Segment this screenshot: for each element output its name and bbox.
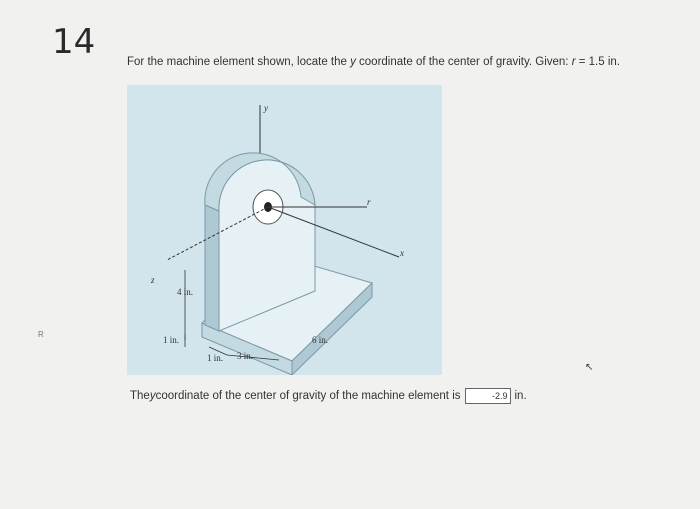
margin-mark: R: [38, 330, 44, 339]
question-number: 14: [52, 22, 96, 62]
answer-text-2: coordinate of the center of gravity of the machine element is: [155, 390, 461, 402]
answer-var: y: [149, 390, 156, 402]
label-z: z: [151, 275, 155, 285]
machine-element-figure: [127, 85, 442, 375]
prompt-var: y: [350, 56, 356, 68]
label-1in-bottom: 1 in.: [207, 353, 224, 363]
prompt-text-1: For the machine element shown, locate the: [127, 56, 351, 68]
answer-text-1: The: [130, 390, 150, 402]
label-y: y: [264, 103, 268, 113]
machine-element-drawing: [127, 85, 442, 375]
cursor-arrow-icon: ↖: [585, 362, 594, 373]
given-value: = 1.5 in.: [575, 56, 620, 68]
label-3in: 3 in.: [237, 351, 254, 361]
given-var: r: [571, 56, 576, 68]
prompt-text-2: coordinate of the center of gravity. Given:: [355, 56, 572, 68]
question-prompt: [127, 56, 620, 68]
label-r: r: [367, 197, 371, 207]
label-6in: 6 in.: [312, 335, 329, 345]
answer-units: in.: [514, 390, 527, 402]
label-4in: 4 in.: [177, 287, 194, 297]
label-x: x: [400, 248, 404, 258]
answer-input[interactable]: -2.9: [465, 388, 511, 404]
label-1in-left: 1 in.: [163, 335, 180, 345]
answer-line: [130, 388, 527, 404]
upright-side-face: [205, 205, 219, 331]
